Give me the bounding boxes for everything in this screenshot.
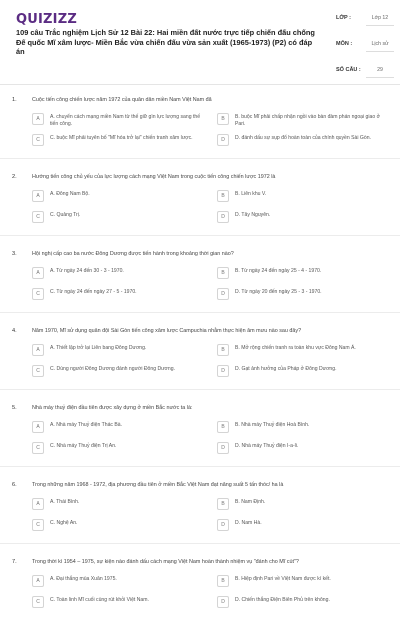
option-d[interactable]	[217, 364, 388, 381]
option-text: A. Từ ngày 24 đến 30 - 3 - 1970.	[50, 268, 124, 274]
option-b[interactable]	[217, 497, 388, 514]
option-b[interactable]	[217, 189, 388, 206]
option-letter-box: A	[32, 421, 44, 433]
option-text: D. Tây Nguyên.	[235, 212, 271, 218]
option-text: B. Nam Định.	[235, 499, 266, 505]
class-value: Lớp 12	[366, 15, 394, 26]
option-letter-box: A	[32, 344, 44, 356]
option-letter-box: B	[217, 498, 229, 510]
option-letter-box: D	[217, 365, 229, 377]
option-text: D. Nam Hà.	[235, 520, 262, 526]
option-text: B. Nhà máy Thuỷ điện Hoà Bình.	[235, 422, 310, 428]
question-prompt: Năm 1970, Mĩ sử dụng quân đội Sài Gòn tiến công xâm lược Campuchia nhằm thực hiện âm mưu nào sau đây?	[32, 328, 302, 334]
subject-label: MÔN :	[336, 41, 353, 47]
option-text: D. Gạt ảnh hưởng của Pháp ở Đông Dương.	[235, 366, 337, 372]
quiz-title: 109 câu Trắc nghiệm Lịch Sử 12 Bài 22: Hai miền đất nước trực tiếp chiến đấu chống Đế quốc Mĩ xâm lược- Miền Bắc vừa chiến đấu vừa sản xuất (1965-1973) (P2) có đáp án	[16, 28, 315, 57]
answer-options	[32, 497, 388, 535]
option-text: A. Thái Bình.	[50, 499, 80, 505]
option-letter-box: C	[32, 134, 44, 146]
question-number: 4.	[12, 328, 17, 334]
quiz-header	[0, 0, 400, 82]
quiz-meta	[336, 12, 396, 84]
option-letter-box: C	[32, 442, 44, 454]
question-list	[0, 92, 400, 622]
class-label: LỚP :	[336, 15, 351, 21]
option-text: D. Nhà máy Thuỷ điện I-a-li.	[235, 443, 299, 449]
option-letter-box: A	[32, 267, 44, 279]
option-text: D. Từ ngày 20 đến ngày 25 - 3 - 1970.	[235, 289, 322, 295]
option-letter-box: D	[217, 442, 229, 454]
quizizz-logo: QUIZIZZ	[16, 12, 77, 27]
option-text: C. Toàn linh Mĩ cuối cùng rút khỏi Việt Nam.	[50, 597, 149, 603]
option-d[interactable]	[217, 287, 388, 304]
option-text: D. Chiến thắng Điện Biên Phủ trên không.	[235, 597, 330, 603]
question-divider	[0, 312, 400, 313]
question-1	[0, 92, 400, 159]
option-letter-box: B	[217, 190, 229, 202]
option-c[interactable]	[32, 595, 203, 612]
question-7	[0, 554, 400, 612]
option-b[interactable]	[217, 574, 388, 591]
option-b[interactable]	[217, 112, 388, 129]
option-d[interactable]	[217, 133, 388, 150]
option-text: B. buộc Mĩ phải chấp nhận ngồi vào bàn đàm phán ngoại giao ở Pari.	[235, 114, 380, 127]
option-text: C. buộc Mĩ phải tuyên bố "Mĩ hóa trở lại" chiến tranh xâm lược.	[50, 135, 193, 141]
answer-options	[32, 189, 388, 227]
option-letter-box: A	[32, 113, 44, 125]
option-letter-box: A	[32, 575, 44, 587]
question-2	[0, 169, 400, 236]
option-text: C. Nghệ An.	[50, 520, 78, 526]
option-a[interactable]	[32, 420, 203, 437]
question-3	[0, 246, 400, 313]
option-text: C. Quảng Trị.	[50, 212, 81, 218]
question-number: 6.	[12, 482, 17, 488]
question-text	[12, 554, 388, 568]
option-letter-box: B	[217, 344, 229, 356]
question-number: 7.	[12, 559, 17, 565]
answer-options	[32, 343, 388, 381]
question-divider	[0, 466, 400, 467]
answer-options	[32, 112, 388, 150]
question-prompt: Cuộc tiến công chiến lược năm 1972 của quân dân miền Nam Việt Nam đã	[32, 97, 212, 103]
question-text	[12, 92, 388, 106]
question-prompt: Nhà máy thuỷ điện đầu tiên được xây dựng ở miền Bắc nước ta là:	[32, 405, 193, 411]
question-4	[0, 323, 400, 390]
option-text: A. chuyển cách mạng miền Nam từ thế giữ gìn lực lượng sang thế tiến công.	[50, 114, 201, 127]
option-b[interactable]	[217, 420, 388, 437]
question-6	[0, 477, 400, 544]
question-text	[12, 477, 388, 491]
option-text: A. Đông Nam Bộ.	[50, 191, 90, 197]
meta-subject	[336, 38, 396, 64]
subject-value: Lịch sử	[366, 41, 394, 52]
question-text	[12, 323, 388, 337]
question-divider	[0, 158, 400, 159]
option-letter-box: C	[32, 288, 44, 300]
question-divider	[0, 389, 400, 390]
option-c[interactable]	[32, 364, 203, 381]
question-number: 5.	[12, 405, 17, 411]
question-divider	[0, 235, 400, 236]
option-letter-box: D	[217, 596, 229, 608]
option-text: C. Dùng người Đông Dương đánh người Đông Dương.	[50, 366, 175, 372]
option-letter-box: B	[217, 267, 229, 279]
option-c[interactable]	[32, 210, 203, 227]
option-a[interactable]	[32, 189, 203, 206]
option-d[interactable]	[217, 595, 388, 612]
option-a[interactable]	[32, 343, 203, 360]
option-letter-box: A	[32, 498, 44, 510]
count-label: SỐ CÂU :	[336, 67, 361, 73]
option-letter-box: C	[32, 519, 44, 531]
option-b[interactable]	[217, 266, 388, 283]
option-letter-box: B	[217, 113, 229, 125]
question-number: 3.	[12, 251, 17, 257]
option-text: B. Liên khu V.	[235, 191, 267, 197]
option-text: B. Từ ngày 24 đến ngày 25 - 4 - 1970.	[235, 268, 322, 274]
question-text	[12, 169, 388, 183]
option-d[interactable]	[217, 518, 388, 535]
answer-options	[32, 266, 388, 304]
option-text: D. đánh dấu sự sụp đổ hoàn toàn của chính quyền Sài Gòn.	[235, 135, 371, 141]
option-letter-box: D	[217, 288, 229, 300]
option-letter-box: A	[32, 190, 44, 202]
question-divider	[0, 543, 400, 544]
option-a[interactable]	[32, 266, 203, 283]
answer-options	[32, 574, 388, 612]
meta-count	[336, 64, 396, 84]
option-text: B. Hiệp định Pari về Việt Nam được kí kết.	[235, 576, 331, 582]
meta-class	[336, 12, 396, 38]
option-letter-box: D	[217, 519, 229, 531]
count-value: 29	[366, 67, 394, 78]
option-text: A. Đại thắng mùa Xuân 1975.	[50, 576, 117, 582]
option-c[interactable]	[32, 518, 203, 535]
option-text: A. Thiết lập trở lại Liên bang Đông Dương.	[50, 345, 147, 351]
header-divider	[0, 84, 400, 85]
question-text	[12, 246, 388, 260]
option-d[interactable]	[217, 210, 388, 227]
option-text: B. Mở rộng chiến tranh ra toàn khu vực Đông Nam Á.	[235, 345, 356, 351]
question-text	[12, 400, 388, 414]
question-prompt: Trong thời kì 1954 – 1975, sự kiện nào đánh dấu cách mạng Việt Nam hoàn thành nhiệm vụ "đánh cho Mĩ cút"?	[32, 559, 299, 565]
option-a[interactable]	[32, 574, 203, 591]
option-c[interactable]	[32, 287, 203, 304]
option-text: C. Từ ngày 24 đến ngày 27 - 5 - 1970.	[50, 289, 137, 295]
option-b[interactable]	[217, 343, 388, 360]
option-a[interactable]	[32, 112, 203, 129]
option-letter-box: C	[32, 365, 44, 377]
question-prompt: Hội nghị cấp cao ba nước Đông Dương được tiến hành trong khoảng thời gian nào?	[32, 251, 234, 257]
question-number: 1.	[12, 97, 17, 103]
question-number: 2.	[12, 174, 17, 180]
option-letter-box: B	[217, 421, 229, 433]
question-5	[0, 400, 400, 467]
option-d[interactable]	[217, 441, 388, 458]
option-text: C. Nhà máy Thuỷ điện Trị An.	[50, 443, 117, 449]
option-letter-box: D	[217, 211, 229, 223]
option-text: A. Nhà máy Thuỷ điện Thác Bà.	[50, 422, 123, 428]
option-c[interactable]	[32, 133, 203, 150]
option-letter-box: B	[217, 575, 229, 587]
option-c[interactable]	[32, 441, 203, 458]
option-letter-box: C	[32, 211, 44, 223]
option-a[interactable]	[32, 497, 203, 514]
option-letter-box: C	[32, 596, 44, 608]
question-prompt: Hướng tiến công chủ yếu của lực lượng cách mạng Việt Nam trong cuộc tiến công chiến lược 1972 là	[32, 174, 276, 180]
answer-options	[32, 420, 388, 458]
question-prompt: Trong những năm 1968 - 1972, địa phương đầu tiên ở miền Bắc Việt Nam đạt năng suất 5 tấn thóc/ ha là	[32, 482, 284, 488]
option-letter-box: D	[217, 134, 229, 146]
